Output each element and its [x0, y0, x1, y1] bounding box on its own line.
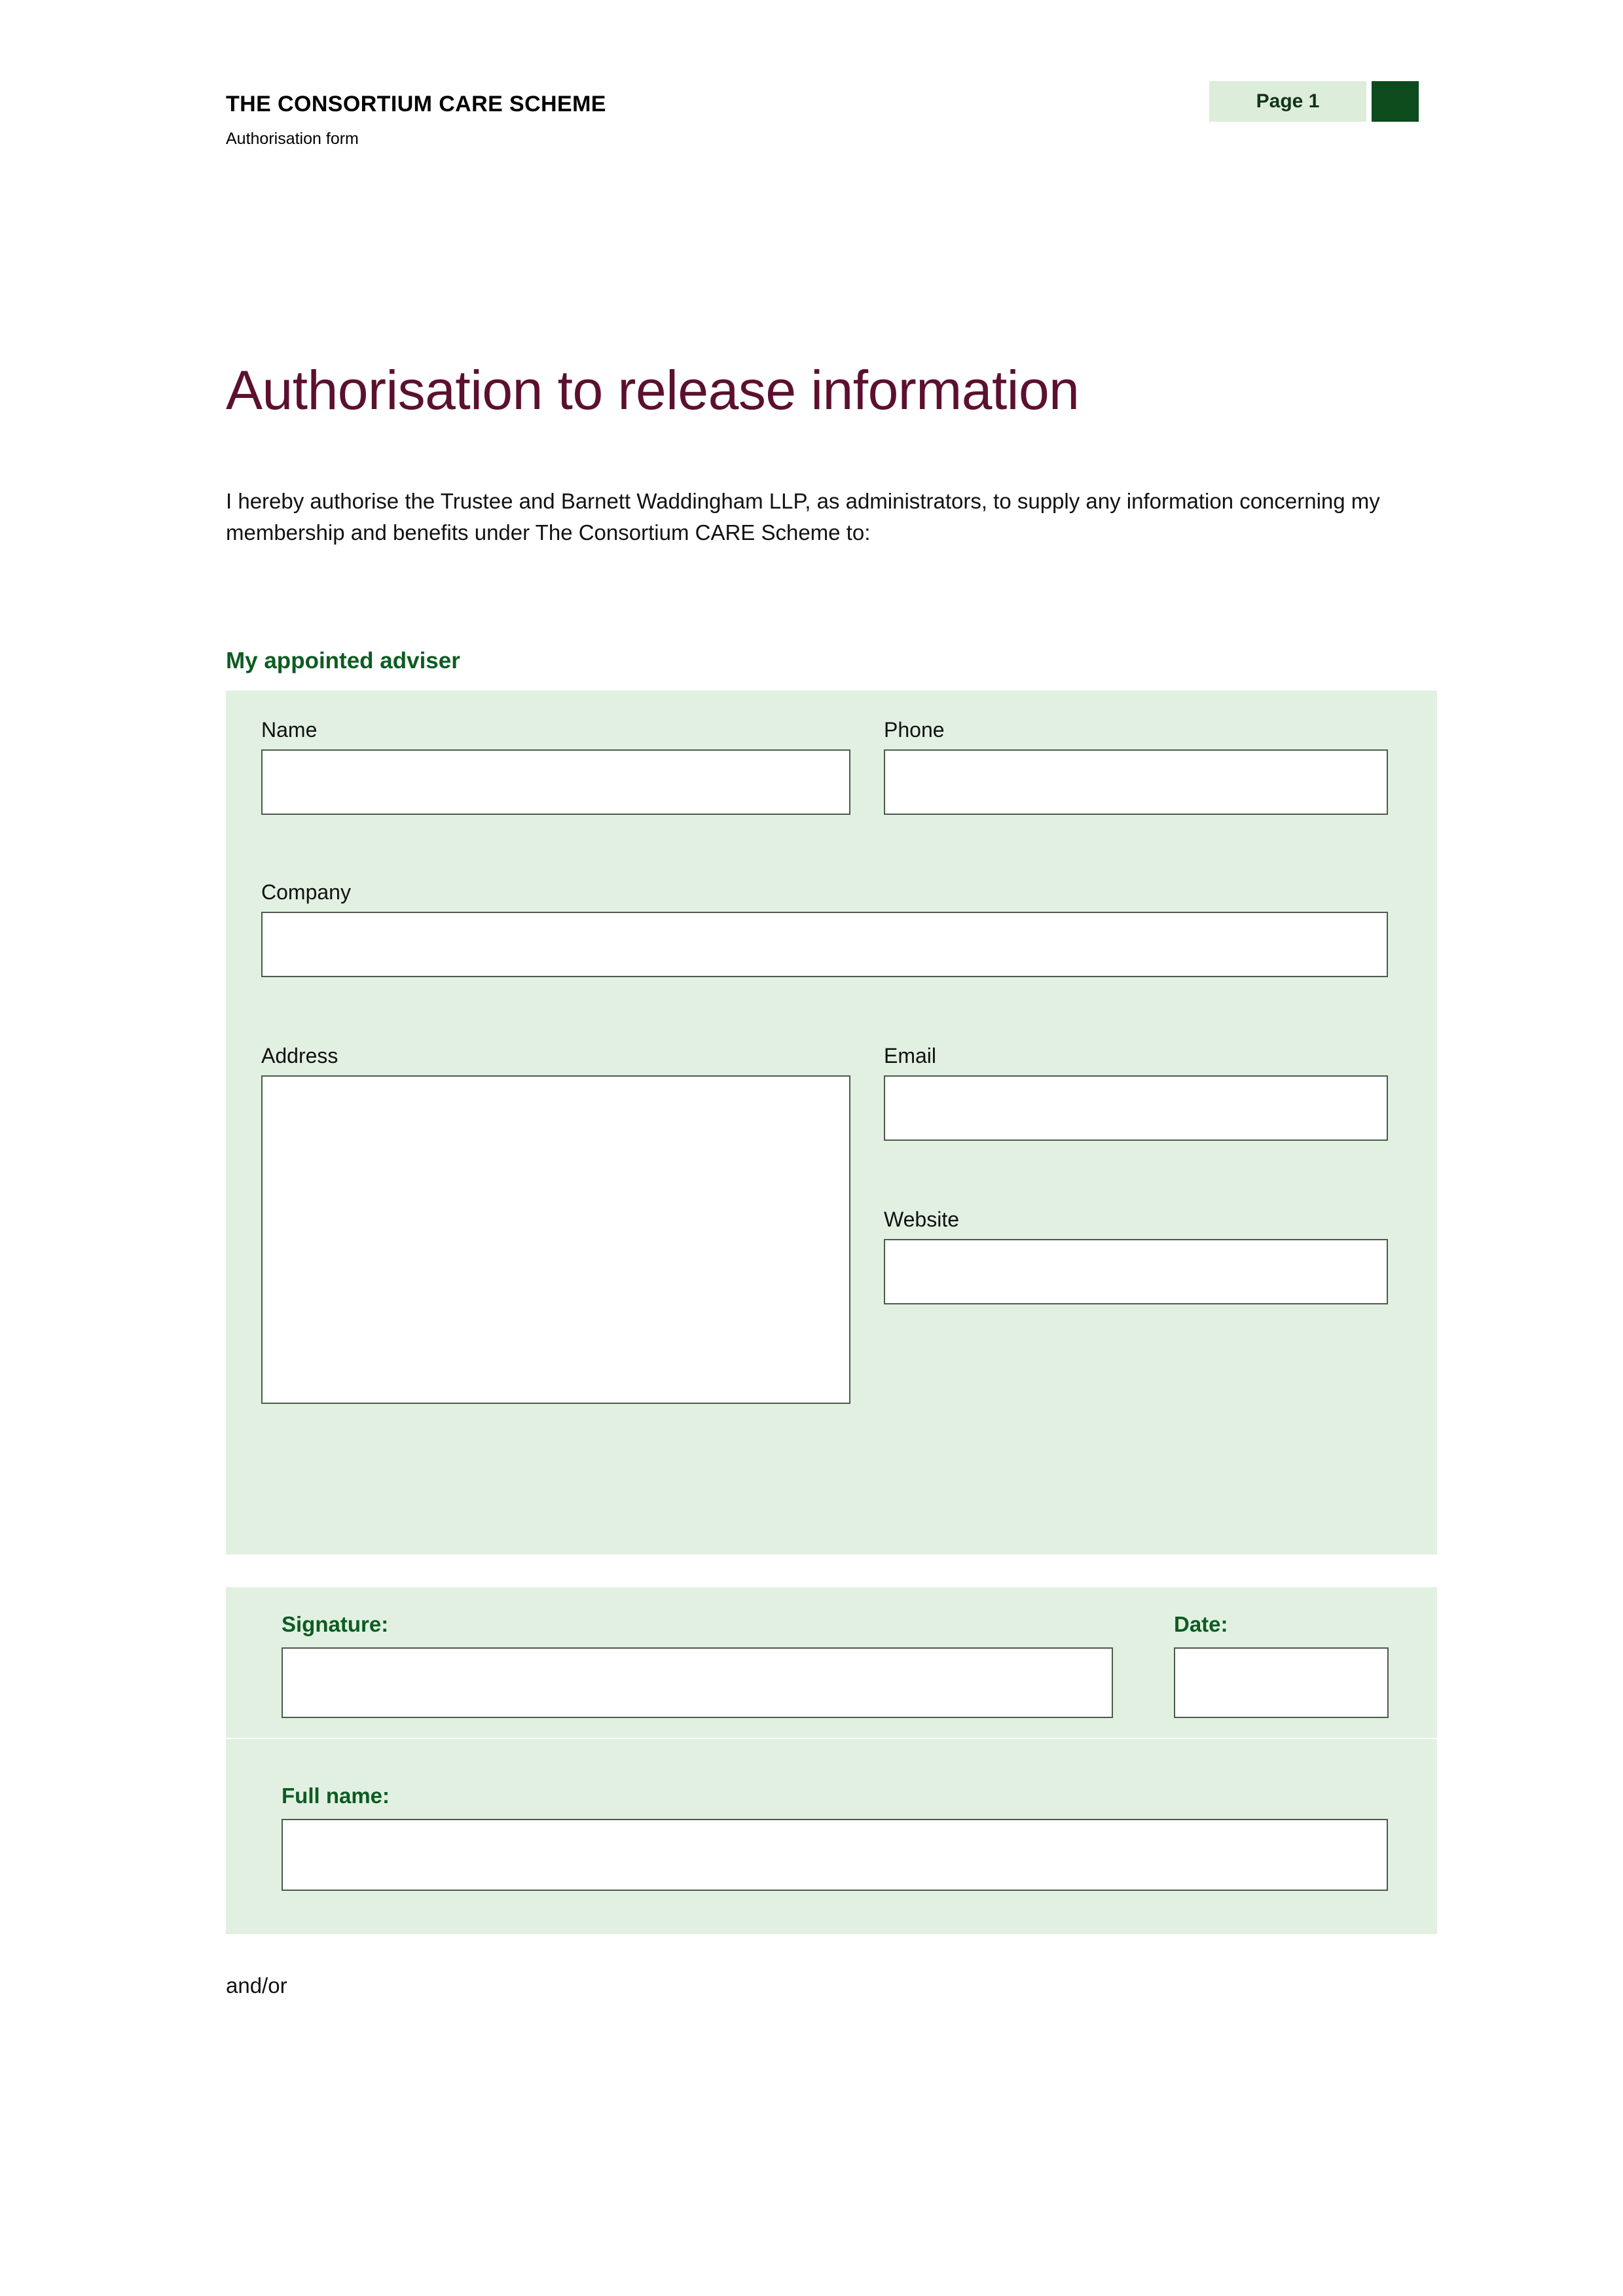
adviser-section-heading: My appointed adviser: [226, 648, 460, 673]
form-subtitle: Authorisation form: [226, 130, 359, 148]
date-label: Date:: [1174, 1612, 1228, 1636]
name-input[interactable]: [261, 749, 850, 815]
adviser-details-panel: [226, 691, 1437, 1554]
page-number-badge: [1209, 81, 1366, 122]
company-input[interactable]: [261, 912, 1388, 977]
address-label: Address: [261, 1044, 338, 1067]
fullname-label: Full name:: [282, 1784, 390, 1808]
signature-input[interactable]: [282, 1647, 1113, 1718]
page-header: [226, 92, 1437, 170]
intro-paragraph: I hereby authorise the Trustee and Barnett Waddingham LLP, as administrators, to supply any information concerning my membership and benefits under The Consortium CARE Scheme to:: [226, 489, 1380, 545]
date-input[interactable]: [1174, 1647, 1389, 1718]
email-input[interactable]: [884, 1075, 1388, 1141]
phone-input[interactable]: [884, 749, 1388, 815]
address-input[interactable]: [261, 1075, 850, 1404]
signature-label: Signature:: [282, 1612, 389, 1636]
and-or-note: and/or: [226, 1973, 287, 1998]
website-label: Website: [884, 1208, 960, 1231]
email-label: Email: [884, 1044, 937, 1067]
page-number-label: Page 1: [1256, 90, 1320, 112]
header-accent-square: [1372, 81, 1419, 122]
name-label: Name: [261, 718, 318, 742]
fullname-input[interactable]: [282, 1819, 1388, 1891]
phone-label: Phone: [884, 718, 945, 742]
company-label: Company: [261, 880, 351, 904]
page-title: Authorisation to release information: [226, 359, 1080, 421]
website-input[interactable]: [884, 1239, 1388, 1304]
signature-panel: [226, 1587, 1437, 1934]
scheme-title: THE CONSORTIUM CARE SCHEME: [226, 92, 606, 117]
panel-divider: [226, 1738, 1437, 1739]
